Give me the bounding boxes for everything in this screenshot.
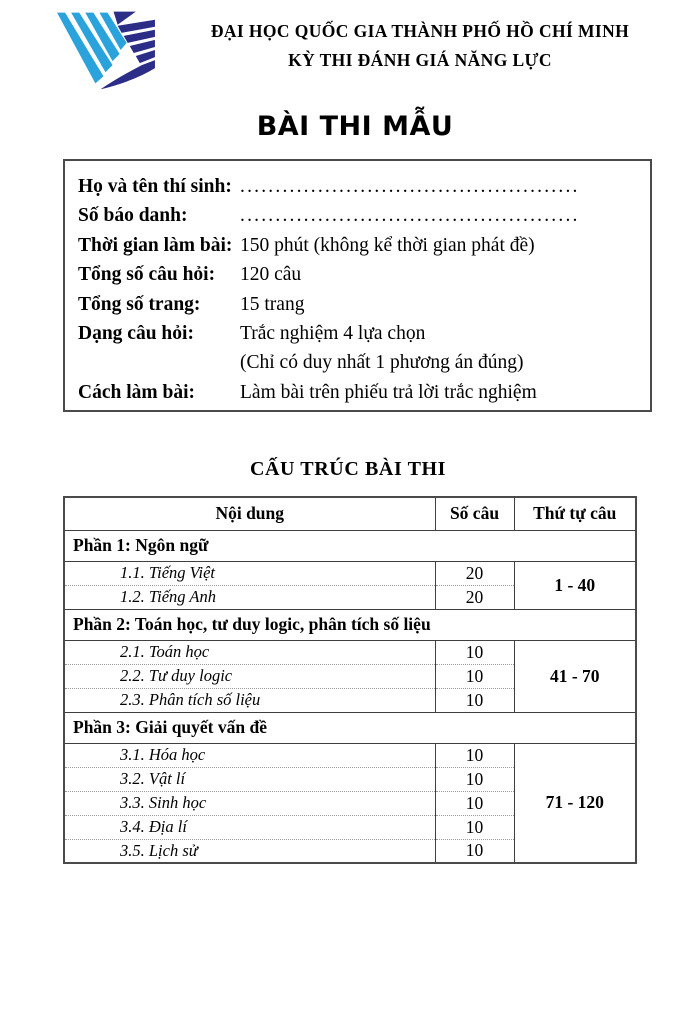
info-row-answer-method: [78, 378, 640, 407]
item-count: 10: [435, 688, 514, 712]
item-name: 1.1. Tiếng Việt: [64, 561, 435, 585]
info-value: Trắc nghiệm 4 lựa chọn: [240, 323, 426, 345]
exam-info-box: [63, 159, 652, 412]
section-row-part1: [64, 530, 636, 561]
exam-structure-table: [63, 496, 637, 864]
item-name: 3.3. Sinh học: [64, 791, 435, 815]
info-label: [78, 348, 240, 377]
item-row: [64, 640, 636, 664]
column-header-content: Nội dung: [64, 497, 435, 530]
item-name: 3.1. Hóa học: [64, 743, 435, 767]
item-name: 3.4. Địa lí: [64, 815, 435, 839]
section-title: Phần 1: Ngôn ngữ: [64, 530, 636, 561]
item-count: 20: [435, 585, 514, 609]
info-label: Dạng câu hỏi:: [78, 323, 194, 345]
item-count: 10: [435, 839, 514, 863]
section-title: Phần 2: Toán học, tư duy logic, phân tích số liệu: [64, 609, 636, 640]
info-row-question-type: [78, 319, 640, 348]
item-count: 10: [435, 640, 514, 664]
item-row: [64, 561, 636, 585]
candidate-number-blank: ................................................: [240, 205, 580, 227]
vnu-hcm-logo: [54, 9, 160, 91]
info-value: 120 câu: [240, 264, 302, 286]
section-row-part2: [64, 609, 636, 640]
info-value: 15 trang: [240, 293, 305, 315]
item-name: 1.2. Tiếng Anh: [64, 585, 435, 609]
candidate-name-blank: ................................................: [240, 176, 580, 197]
item-count: 10: [435, 815, 514, 839]
item-count: 20: [435, 561, 514, 585]
info-label: Họ và tên thí sinh:: [78, 176, 232, 197]
item-count: 10: [435, 664, 514, 688]
info-label: Tổng số câu hỏi:: [78, 264, 216, 286]
info-row-total-pages: [78, 290, 640, 319]
info-row-duration: [78, 231, 640, 260]
exam-name: KỲ THI ĐÁNH GIÁ NĂNG LỰC: [288, 50, 552, 70]
column-header-question-order: Thứ tự câu: [514, 497, 636, 530]
vnu-hcm-logo-icon: [54, 9, 160, 91]
table-header-row: [64, 497, 636, 530]
info-label: Tổng số trang:: [78, 293, 201, 315]
info-row-question-type-note: [78, 348, 640, 377]
org-name: ĐẠI HỌC QUỐC GIA THÀNH PHỐ HỒ CHÍ MINH: [210, 21, 630, 41]
section-title: Phần 3: Giải quyết vấn đề: [64, 712, 636, 743]
page-title: BÀI THI MẪU: [256, 111, 454, 142]
item-count: 10: [435, 791, 514, 815]
item-count: 10: [435, 743, 514, 767]
organization-header: [170, 17, 670, 75]
info-row-candidate-name: [78, 172, 640, 201]
info-row-candidate-number: [78, 201, 640, 230]
info-label: Cách làm bài:: [78, 381, 195, 403]
item-name: 2.3. Phân tích số liệu: [64, 688, 435, 712]
info-value: Làm bài trên phiếu trả lời trắc nghiệm: [240, 381, 537, 403]
column-header-question-count: Số câu: [435, 497, 514, 530]
item-name: 3.2. Vật lí: [64, 767, 435, 791]
item-name: 2.1. Toán học: [64, 640, 435, 664]
question-range: 1 - 40: [514, 561, 636, 609]
info-label: Thời gian làm bài:: [78, 234, 233, 256]
info-label: Số báo danh:: [78, 205, 188, 227]
question-range: 71 - 120: [514, 743, 636, 863]
structure-heading: CẤU TRÚC BÀI THI: [249, 458, 447, 480]
item-name: 3.5. Lịch sử: [64, 839, 435, 863]
info-value: (Chỉ có duy nhất 1 phương án đúng): [240, 352, 524, 374]
info-row-total-questions: [78, 260, 640, 289]
question-range: 41 - 70: [514, 640, 636, 712]
info-value: 150 phút (không kể thời gian phát đề): [240, 234, 535, 256]
section-row-part3: [64, 712, 636, 743]
item-name: 2.2. Tư duy logic: [64, 664, 435, 688]
item-row: [64, 743, 636, 767]
item-count: 10: [435, 767, 514, 791]
